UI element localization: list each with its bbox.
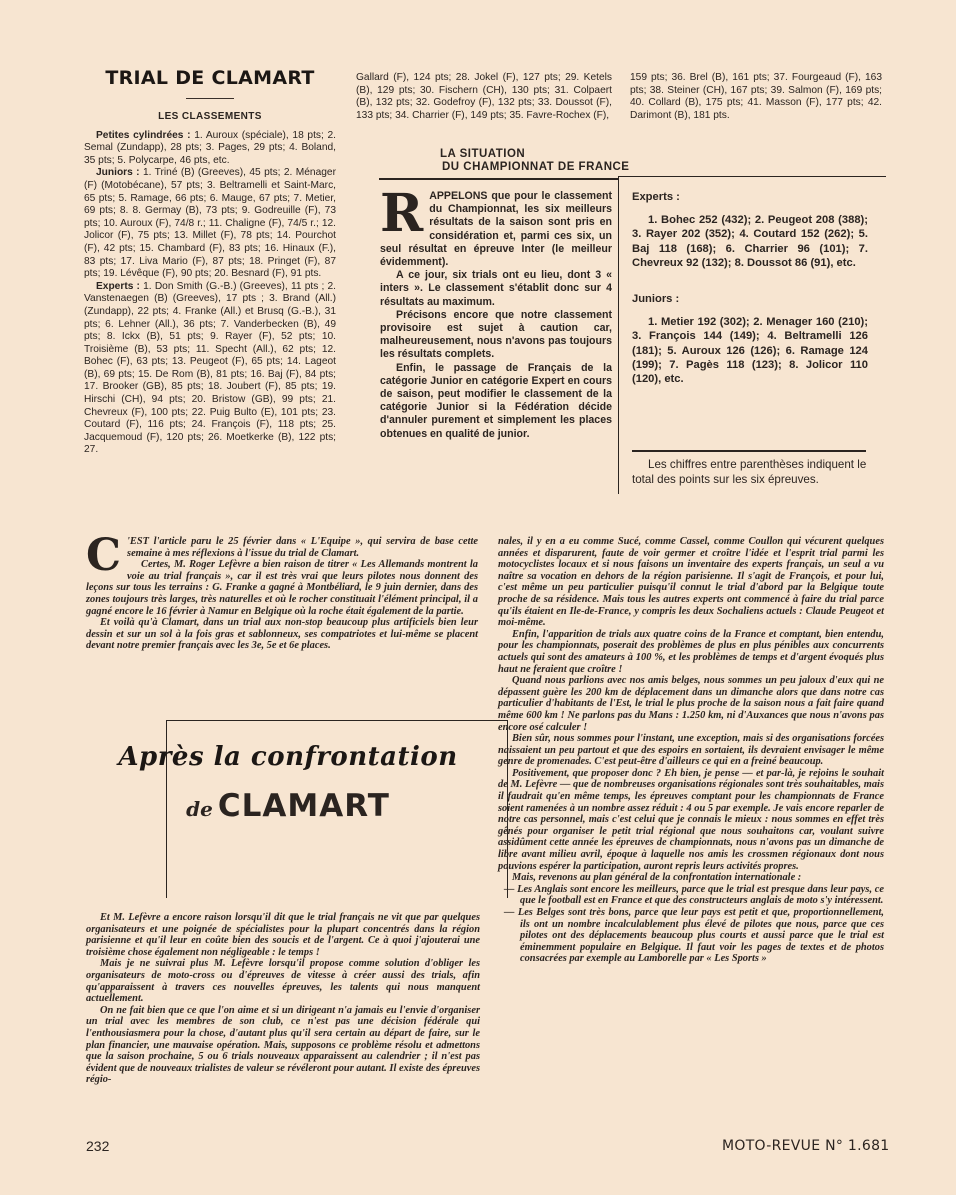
article-intro [86, 530, 478, 652]
article-right-item-english: — Les Anglais sont encore les meilleurs, parce que le trial est presque dans leur pays, ce que le football est en France et que des constructeurs anglais de moto s'y intéressent. [504, 883, 884, 907]
headline-line-2 [118, 788, 458, 824]
article-para-3: Et voilà qu'à Clamart, dans un trial aux non-stop beaucoup plus artificiels bien leur dessin et sur un sol à la fois gras et sablonneux, ses compatriotes et lui-même se placent devant notre premier français avec les 3e, 5e et 6e places. [86, 617, 478, 652]
standings-experts-list: 1. Bohec 252 (432); 2. Peugeot 208 (388); 3. Rayer 202 (352); 4. Coutard 152 (262); 5. Baj 118 (168); 6. Charrier 96 (101); 7. Chevreux 92 (132); 8. Doussot 86 (91), etc. [632, 214, 868, 269]
experts-results [84, 281, 336, 457]
standings [632, 190, 868, 408]
situation-para-2: A ce jour, six trials ont eu lieu, dont 3 « inters ». Le classement s'établit donc sur 4 résultats au maximum. [380, 269, 612, 308]
headline-line-1: Après la confrontation [118, 742, 458, 772]
article-right-para-6: Mais, revenons au plan général de la confrontation internationale : [512, 872, 802, 884]
article-right-para-4: Bien sûr, nous sommes pour l'instant, une exception, mais si des organisations forcées naissaient un peu partout et que des espoirs en sortaient, ils devraient envisager le même genre de promenades. C'est peut-être d'ailleurs ce qui en a freiné beaucoup. [498, 733, 884, 768]
article-dropcap: C [86, 530, 122, 581]
results-subtitle: LES CLASSEMENTS [158, 111, 262, 122]
standings-note: Les chiffres entre parenthèses indiquent le total des points sur les six épreuves. [632, 458, 867, 486]
article-para-6: On ne fait bien que ce que l'on aime et si un dirigeant n'a jamais eu l'envie d'organiser un trial avec les membres de son club, ce n'est pas une décision fédérale qui l'enthousiasmera pour la chose, d'autant plus qu'il sera certain au départ de faire, sur le plan financier, une mauvaise opération. Mais, supposons ce problème résolu et admettons que la saison prochaine, 5 ou 6 trials nouveaux apparaissent au calendrier ; il n'est pas évident que de nouveaux trialistes de valeur se révéleront pour autant. Il existe des épreuves régio- [86, 1004, 480, 1086]
results-column [84, 66, 336, 457]
standings-experts-label: Experts : [632, 191, 680, 203]
article-left-body [86, 912, 480, 1086]
situation-dropcap: R [380, 183, 424, 244]
juniors-results [84, 167, 336, 280]
situation-title-line2: DU CHAMPIONNAT DE FRANCE [442, 161, 630, 173]
article-headline [118, 742, 458, 824]
note-divider [632, 450, 866, 452]
magazine-issue: MOTO-REVUE N° 1.681 [722, 1138, 890, 1154]
article-right-para-1: nales, il y en a eu comme Sucé, comme Cassel, comme Coullon qui vécurent quelques années et disparurent, faute de voir germer et croître l'idée et l'esprit trial parmi les motocyclistes locaux et si nous faisons un inventaire des experts français, un seul a vu naître sa vocation en dehors de la région parisienne. Il s'agit de François, et pour lui, c'est même un peu particulier puisqu'il connut le trial d'abord par la Belgique toute proche de sa résidence. Mais tous les autres experts ont commencé à faire du trial parce qu'ils étaient en Ile-de-France, y compris les deux Sochaliens actuels : Claude Peugeot et moi-même. [498, 536, 884, 629]
results-continued-text-1: Gallard (F), 124 pts; 28. Jokel (F), 127 pts; 29. Ketels (B), 129 pts; 30. Fischern (CH), 130 pts; 31. Colpaert (B), 132 pts; 32. Godefroy (F), 132 pts; 33. Doussot (F), 133 pts; 34. Charrier (F), 149 pts; 35. Favre-Rochex (F), [356, 72, 612, 121]
article-para-1: 'EST l'article paru le 25 février dans « L'Equipe », qui servira de base cette semaine à mes réflexions à l'issue du trial de Clamart. [127, 536, 478, 559]
petites-text: 1. Auroux (spéciale), 18 pts; 2. Semal (Zundapp), 28 pts; 3. Pages, 29 pts; 4. Boland, 35 pts; 5. Polycarpe, 46 pts, etc. [84, 129, 336, 166]
standings-juniors-list: 1. Metier 192 (302); 2. Menager 160 (210); 3. François 144 (149); 4. Beltramelli 126 (181); 5. Auroux 126 (126); 6. Ramage 124 (199); 7. Pagès 118 (123); 8. Jolicor 110 (120), etc. [632, 316, 868, 386]
article-right-item-belgians: — Les Belges sont très bons, parce que leur pays est petit et que, proportionnellement, ils ont un nombre incalculablement plus élevé de pilotes que nous, parce que ces pilotes ont des déplacements beaucoup plus courts et aussi parce que le trial est éminemment populaire en Belgique. Il faut voir les pages de textes et de photos consacrées par exemple au Lamborelle par « Les Sports » [504, 907, 884, 965]
situation-heading [372, 148, 882, 174]
standings-juniors-label: Juniors : [632, 293, 680, 306]
experts-text: 1. Don Smith (G.-B.) (Greeves), 11 pts ; 2. Vanstenaegen (B) (Greeves), 17 pts ; 3. Brand (All.) (Zundapp), 22 pts; 4. Franke (All.) et Brusq (G.-B.), 31 pts; 6. Lehner (All.), 36 pts; 7. Vanderbecken (B), 49 pts; 8. Ickx (B), 51 pts; 9. Rayer (F), 52 pts; 10. Troisième (B), 53 pts; 11. Specht (All.), 62 pts; 12. Bohec (F), 63 pts; 13. Peugeot (F), 65 pts; 14. Lageot (B), 69 pts; 15. De Rom (B), 81 pts; 16. Baj (F), 84 pts; 17. Brooker (GB), 85 pts; 18. Joubert (F), 85 pts; 19. Hirschi (CH), 94 pts; 20. Bristow (GB), 99 pts; 21. Chevreux (F), 100 pts; 22. Puig Bulto (E), 101 pts; 23. Coutard (F), 116 pts; 24. François (F), 118 pts; 25. Jacquemoud (F), 120 pts; 26. Moetkerke (B), 122 pts; 27. [84, 280, 336, 456]
article-para-2: Certes, M. Roger Lefèvre a bien raison de titrer « Les Allemands montrent la voie au trial français », car il est très vrai que leurs pilotes nous donnent des leçons sur tous les terrains : G. Franke a gagné à Montbéliard, le 9 juin dernier, dans des zones toujours très larges, très naturelles et où le rocher constituait l'élément principal, il a gagné encore le 16 février à Namur en Belgique où la roche était également de la partie. [86, 559, 478, 617]
experts-label: Experts : [96, 280, 140, 292]
title-divider [186, 98, 234, 99]
page-number: 232 [86, 1138, 110, 1154]
juniors-text: 1. Triné (B) (Greeves), 45 pts; 2. Ménager (F) (Motobécane), 57 pts; 3. Beltramelli et Saint-Marc, 65 pts; 5. Ramage, 66 pts; 6. Mauge, 67 pts; 7. Metier, 69 pts; 8. 8. Germay (B), 73 pts; 9. Godreuille (F), 73 pts; 10. Auroux (F), 74/8 r.; 11. Chaligne (F), 74/5 r.; 12. Jolicor (F), 75 pts; 13. Millet (F), 78 pts; 14. Pourchot (F), 42 pts; 15. Chambard (F), 83 pts; 16. Hinaux (F.), 83 pts; 17. Liva Mario (F), 87 pts; 18. Pringet (F), 87 pts; 19. Lévêque (F), 90 pts; 20. Besnard (F), 91 pts. [84, 167, 336, 280]
article-right-para-2: Enfin, l'apparition de trials aux quatre coins de la France et comptant, bien entendu, pour les championnats, poserait des problèmes de plus en plus pénibles aux concurrents actuels qui sont des amateurs à 100 %, et les problèmes de temps et d'argent évoqués plus haut ne feraient que croître ! [498, 628, 884, 675]
situation-para-1: APPELONS que pour le classement du Championnat, les six meilleurs résultats de la saison sont pris en considération et, parmi ces six, un seul résultat en épreuve Inter (le meilleur évidemment). [380, 190, 612, 269]
situation-rule [379, 178, 619, 180]
petites-label: Petites cylindrées : [96, 129, 191, 141]
article-para-5: Mais je ne suivrai plus M. Lefèvre lorsqu'il propose comme solution d'obliger les organisateurs de moto-cross ou d'épreuves de vitesse à créer aussi des trials, afin qu'apparaissent à travers ces nouvelles épreuves, les talents qui nous manquent actuellement. [86, 958, 480, 1005]
results-continued-1 [356, 72, 612, 122]
article-right-para-5: Positivement, que proposer donc ? Eh bien, je pense — et par-là, je rejoins le souhait de M. Lefèvre — que de nombreuses organisations régionales sont très souhaitables, mais il faudrait qu'en même temps, les épreuves comptant pour les championnats de France soient ramenées à un nombre assez réduit : 4 ou 5 par exemple. Je vais encore reparler de notre cas personnel, mais c'est celui que je connais le mieux : nous sommes en effet très gênés pour organiser le petit trial régional que nous souhaitons car, voulant suivre assidûment cette année les épreuves de championnats, nous n'avons pas un dimanche de libre avant milieu avril, époque à laquelle nos amis les crossmen régionaux dont nous pouvions espérer la participation, auront repris leurs activités propres. [498, 767, 884, 872]
results-continued-text-2: 159 pts; 36. Brel (B), 161 pts; 37. Fourgeaud (F), 163 pts; 38. Steiner (CH), 167 pts; 39. Salmon (F), 169 pts; 40. Collard (B), 175 pts; 41. Masson (F), 177 pts; 42. Darimont (B), 181 pts. [630, 72, 882, 121]
petites-results [84, 130, 336, 168]
results-continued-2 [630, 72, 882, 122]
section-title: TRIAL DE CLAMART [105, 67, 315, 89]
situation-para-4: Enfin, le passage de Français de la catégorie Junior en catégorie Expert en cours de saison, peut modifier le classement de la catégorie Junior si la Fédération décide d'annuler purement et simplement les places obtenues en qualité de junior. [380, 361, 612, 440]
headline-clamart: CLAMART [217, 788, 390, 824]
juniors-label: Juniors : [96, 167, 140, 179]
article-para-4: Et M. Lefèvre a encore raison lorsqu'il dit que le trial français ne vit que par quelques organisateurs et une poignée de spécialistes pour la plupart concentrés dans la région parisienne et qu'il leur en coûte bien des soucis et de l'argent. Ce à quoi j'ajouterai une troisième chose également non négligeable : le temps ! [86, 912, 480, 958]
situation-para-3: Précisons encore que notre classement provisoire est sujet à caution car, malheureusement, nous n'avons pas toujours les résultats complets. [380, 308, 612, 361]
headline-de: de [186, 797, 213, 821]
situation-text [380, 183, 612, 441]
situation-title-line1: LA SITUATION [440, 148, 526, 160]
article-right-body [498, 536, 884, 965]
article-right-para-3: Quand nous parlions avec nos amis belges, nous sommes un peu jaloux d'eux qui ne dépassent guère les 200 km de déplacement dans un dimanche alors que dans notre cas particulier d'habitants de l'Est, le trial le plus proche de la saison nous a fait faire quand même 600 km ! Ne parlons pas du Mans : 1.250 km, ni d'Auxances que nous n'avons pas encore osé calculer ! [498, 675, 884, 733]
